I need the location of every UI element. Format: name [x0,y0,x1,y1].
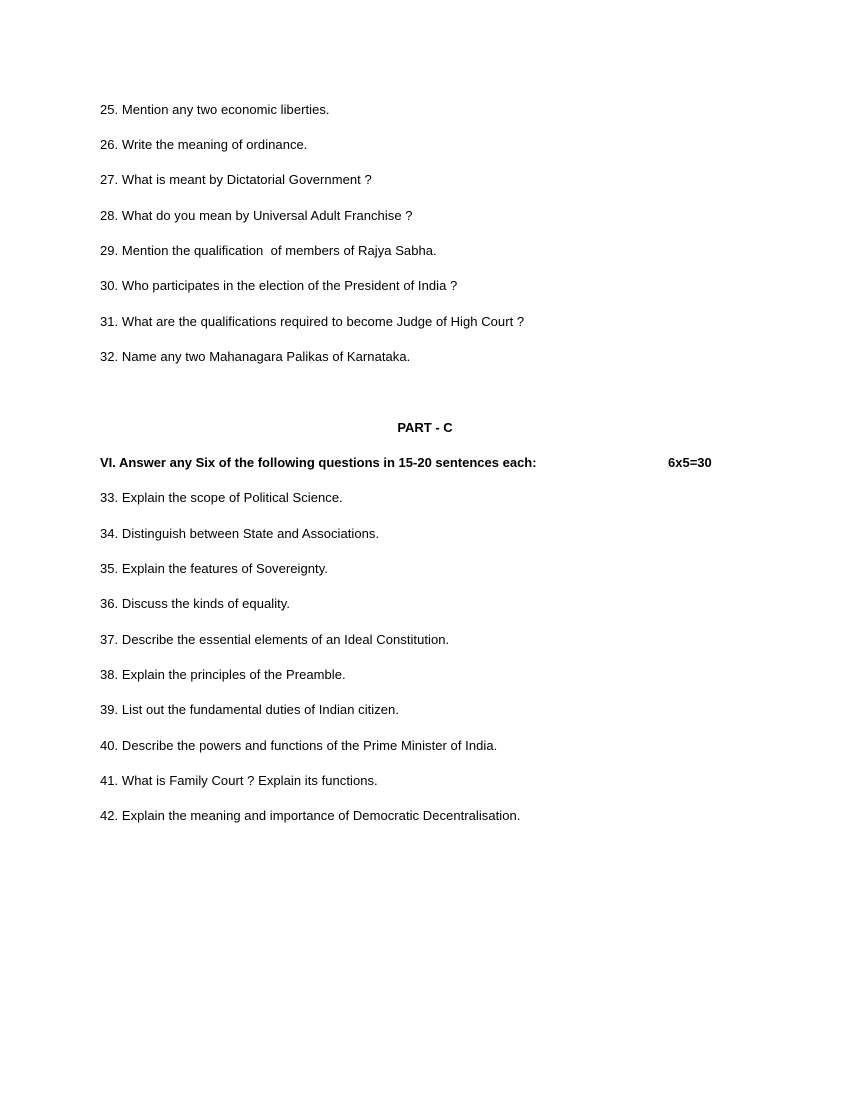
question-25: 25. Mention any two economic liberties. [100,102,330,117]
question-40: 40. Describe the powers and functions of the Prime Minister of India. [100,738,498,753]
question-29: 29. Mention the qualification of members of Rajya Sabha. [100,243,437,258]
question-27: 27. What is meant by Dictatorial Government ? [100,172,372,187]
section-vi-instruction: VI. Answer any Six of the following questions in 15-20 sentences each: [100,455,537,470]
question-28: 28. What do you mean by Universal Adult Franchise ? [100,208,413,223]
question-42: 42. Explain the meaning and importance of Democratic Decentralisation. [100,808,521,823]
question-31: 31. What are the qualifications required to become Judge of High Court ? [100,314,525,329]
question-38: 38. Explain the principles of the Preamble. [100,667,346,682]
question-36: 36. Discuss the kinds of equality. [100,596,291,611]
question-37: 37. Describe the essential elements of an Ideal Constitution. [100,632,450,647]
question-33: 33. Explain the scope of Political Science. [100,490,343,505]
question-34: 34. Distinguish between State and Associations. [100,526,380,541]
section-vi-marks: 6x5=30 [668,455,712,470]
question-35: 35. Explain the features of Sovereignty. [100,561,328,576]
question-41: 41. What is Family Court ? Explain its functions. [100,773,378,788]
question-26: 26. Write the meaning of ordinance. [100,137,308,152]
question-39: 39. List out the fundamental duties of Indian citizen. [100,702,400,717]
question-32: 32. Name any two Mahanagara Palikas of Karnataka. [100,349,411,364]
part-c-title: PART - C [397,420,453,435]
question-30: 30. Who participates in the election of the President of India ? [100,278,458,293]
